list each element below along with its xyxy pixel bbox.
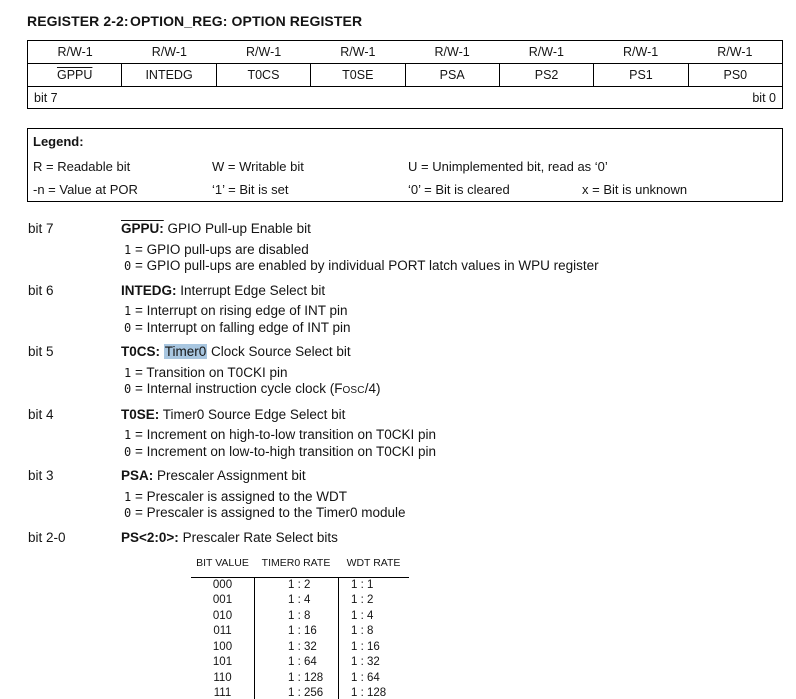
bit-description: [0, 468, 796, 522]
prescaler-row: [191, 671, 409, 687]
register-name-label: OPTION_REG: OPTION REGISTER: [130, 13, 363, 29]
bit-name-label: T0CS: [247, 68, 280, 82]
bit-heading: [121, 283, 796, 299]
bit-field-name: GPPU:: [121, 221, 164, 236]
prescaler-row: [191, 578, 409, 594]
prescaler-cell: 1 : 128: [254, 671, 338, 687]
access-cell: R/W-1: [528, 45, 564, 59]
bit-description: [0, 221, 796, 275]
bit-value-digit: 1: [124, 365, 132, 380]
bit-range-row: [28, 87, 782, 108]
prescaler-cell: 000: [212, 578, 233, 591]
bit-field-description: Prescaler Assignment bit: [157, 468, 306, 483]
prescaler-cell: 101: [212, 656, 233, 668]
bit-name-cell: [499, 64, 593, 86]
prescaler-cell: 1 : 128: [338, 686, 409, 699]
prescaler-header: WDT RATE: [346, 557, 401, 569]
bit-field-description: Timer0 Source Edge Select bit: [162, 406, 346, 422]
prescaler-header: BIT VALUE: [196, 557, 249, 569]
msb-label: bit 7: [34, 90, 58, 105]
bit-description: [0, 344, 796, 399]
bit-name-label: INTEDG: [145, 68, 193, 82]
prescaler-row: [191, 655, 409, 671]
bit-descriptions-section: [0, 221, 796, 699]
legend-item: U = Unimplemented bit, read as ‘0’: [408, 159, 608, 174]
prescaler-row: [191, 686, 409, 699]
prescaler-cell: 1 : 2: [338, 593, 409, 609]
legend-row: [33, 182, 782, 197]
bit-number-label: bit 5: [28, 344, 54, 359]
prescaler-cell: 1 : 4: [338, 609, 409, 625]
bit-value-text: = Transition on T0CKI pin: [131, 364, 288, 380]
bit-name-cell: [121, 64, 215, 86]
bit-value-digit: 0: [124, 259, 132, 273]
prescaler-cell: 1 : 64: [254, 655, 338, 671]
bit-name-cell: [310, 64, 404, 86]
prescaler-header: TIMER0 RATE: [261, 557, 331, 569]
register-bit-table: [27, 40, 783, 109]
bit-number-label: bit 4: [28, 406, 54, 422]
prescaler-cell: 1 : 8: [254, 609, 338, 625]
bit-value-text: = Interrupt on falling edge of INT pin: [131, 319, 351, 335]
prescaler-row: [191, 593, 409, 609]
bit-value-digit: 1: [124, 428, 132, 442]
prescaler-cell: 001: [212, 594, 233, 606]
bit-value-text: = GPIO pull-ups are enabled by individual PORT latch values in WPU register: [131, 258, 599, 273]
access-cell: R/W-1: [623, 45, 659, 59]
selected-text-highlight[interactable]: Timer0: [164, 344, 207, 359]
prescaler-cell: 1 : 2: [254, 578, 338, 594]
prescaler-cell: 1 : 32: [338, 655, 409, 671]
bit-value-digit: 0: [124, 382, 132, 396]
bit-name-label: PS1: [629, 68, 653, 82]
bit-description: [0, 283, 796, 337]
legend-heading: Legend:: [33, 134, 84, 149]
bit-value-line: [121, 258, 796, 275]
prescaler-cell: 1 : 8: [338, 624, 409, 640]
bit-value-line: [121, 242, 796, 259]
bit-value-digit: 1: [124, 304, 132, 318]
bit-description-content: [121, 221, 796, 275]
bit-number-label: bit 3: [28, 468, 54, 483]
bit-name-label: T0SE: [342, 68, 374, 82]
bit-number-label: bit 6: [28, 282, 54, 298]
bit-name-cell: [28, 64, 121, 86]
bit-value-text: = Prescaler is assigned to the Timer0 module: [131, 505, 406, 520]
bit-name-cell: [405, 64, 499, 86]
bit-field-name: T0CS:: [121, 344, 161, 359]
legend-item: R = Readable bit: [33, 159, 131, 174]
bit-description: [0, 407, 796, 461]
legend-item: ‘1’ = Bit is set: [212, 182, 289, 197]
access-cell: R/W-1: [717, 45, 753, 59]
prescaler-row: [191, 640, 409, 656]
bit-value-line: [121, 489, 796, 506]
prescaler-cell: 111: [213, 687, 232, 699]
register-title: [27, 13, 767, 31]
bit-value-text: = Internal instruction cycle clock (FOSC/4): [131, 381, 381, 396]
bit-number-label: bit 7: [28, 221, 54, 236]
bit-value-line: [121, 303, 796, 320]
lsb-label: bit 0: [752, 90, 776, 105]
prescaler-cell: 1 : 1: [338, 578, 409, 594]
bit-description-content: [121, 407, 796, 461]
bit-names-row: [28, 63, 782, 87]
legend-item: x = Bit is unknown: [582, 182, 688, 197]
prescaler-cell: 011: [213, 625, 232, 637]
bit-field-name: PSA:: [121, 468, 154, 483]
bit-field-description: Interrupt Edge Select bit: [180, 282, 326, 298]
bit-value-text: = GPIO pull-ups are disabled: [131, 241, 309, 257]
bit-value-line: [121, 444, 796, 461]
bit-field-description: GPIO Pull-up Enable bit: [167, 221, 311, 236]
bit-heading: [121, 407, 796, 423]
legend-row: [33, 159, 782, 174]
bit-value-digit: 1: [124, 489, 132, 504]
bit-field-name: T0SE:: [121, 406, 160, 422]
bit-value-line: [121, 320, 796, 337]
prescaler-cell: 1 : 32: [254, 640, 338, 656]
legend-rows: [28, 159, 782, 197]
bit-value-text: = Interrupt on rising edge of INT pin: [131, 303, 348, 318]
prescaler-cell: 100: [212, 640, 233, 653]
legend-item: -n = Value at POR: [33, 182, 138, 197]
bit-name-label: PS0: [723, 68, 748, 82]
prescaler-row: [191, 609, 409, 625]
bit-field-name: INTEDG:: [121, 282, 177, 298]
bit-value-text: = Increment on low-to-high transition on T0CKI pin: [131, 443, 437, 459]
bit-value-digit: 1: [124, 242, 132, 257]
bit-value-text: = Prescaler is assigned to the WDT: [131, 488, 347, 504]
bit-heading: [121, 221, 796, 237]
access-row: [28, 41, 782, 63]
bit-field-description: Timer0 Clock Source Select bit: [164, 344, 351, 359]
bit-name-label: PSA: [439, 68, 465, 82]
bit-number-label: bit 2-0: [28, 529, 66, 545]
prescaler-cell: 1 : 256: [254, 686, 338, 699]
bit-description-content: [121, 344, 796, 399]
access-cell: R/W-1: [434, 45, 470, 59]
prescaler-body: [191, 577, 409, 699]
prescaler-table: [191, 556, 409, 699]
legend-item: ‘0’ = Bit is cleared: [408, 182, 510, 197]
bit-value-text: = Increment on high-to-low transition on T0CKI pin: [131, 427, 437, 442]
legend-item: W = Writable bit: [212, 159, 304, 174]
bit-heading: [121, 344, 796, 360]
bit-name-cell: [688, 64, 782, 86]
legend-box: [27, 128, 783, 202]
bit-name-cell: [593, 64, 687, 86]
bit-value-digit: 0: [124, 320, 132, 335]
prescaler-cell: 110: [213, 671, 232, 684]
access-cell: R/W-1: [57, 45, 93, 59]
access-cell: R/W-1: [246, 45, 282, 59]
bit-value-line: [121, 505, 796, 522]
bit-description-content: [121, 530, 796, 699]
legend-item: [582, 159, 782, 174]
bit-description: [0, 530, 796, 699]
prescaler-row: [191, 624, 409, 640]
prescaler-cell: 010: [212, 609, 233, 622]
bit-description-content: [121, 283, 796, 337]
bit-value-line: [121, 365, 796, 382]
bit-field-name: PS<2:0>:: [121, 529, 179, 545]
prescaler-cell: 1 : 64: [338, 671, 409, 687]
bit-heading: [121, 468, 796, 484]
bit-name-cell: [216, 64, 310, 86]
bit-heading: [121, 530, 796, 546]
bit-name-label: PS2: [534, 68, 559, 82]
bit-value-line: [121, 427, 796, 444]
prescaler-cell: 1 : 16: [254, 624, 338, 640]
prescaler-header-row: [191, 556, 409, 572]
access-cell: R/W-1: [340, 45, 376, 59]
bit-value-digit: 0: [124, 444, 132, 459]
fosc-smallcaps: OSC: [342, 385, 365, 396]
bit-value-digit: 0: [124, 506, 132, 520]
bit-value-line: [121, 381, 796, 399]
bit-field-description: Prescaler Rate Select bits: [182, 529, 338, 545]
bit-description-content: [121, 468, 796, 522]
prescaler-cell: 1 : 4: [254, 593, 338, 609]
prescaler-cell: 1 : 16: [338, 640, 409, 656]
access-cell: R/W-1: [151, 45, 187, 59]
bit-name-label: GPPU: [56, 68, 93, 82]
register-number-label: REGISTER 2-2:: [27, 13, 129, 29]
